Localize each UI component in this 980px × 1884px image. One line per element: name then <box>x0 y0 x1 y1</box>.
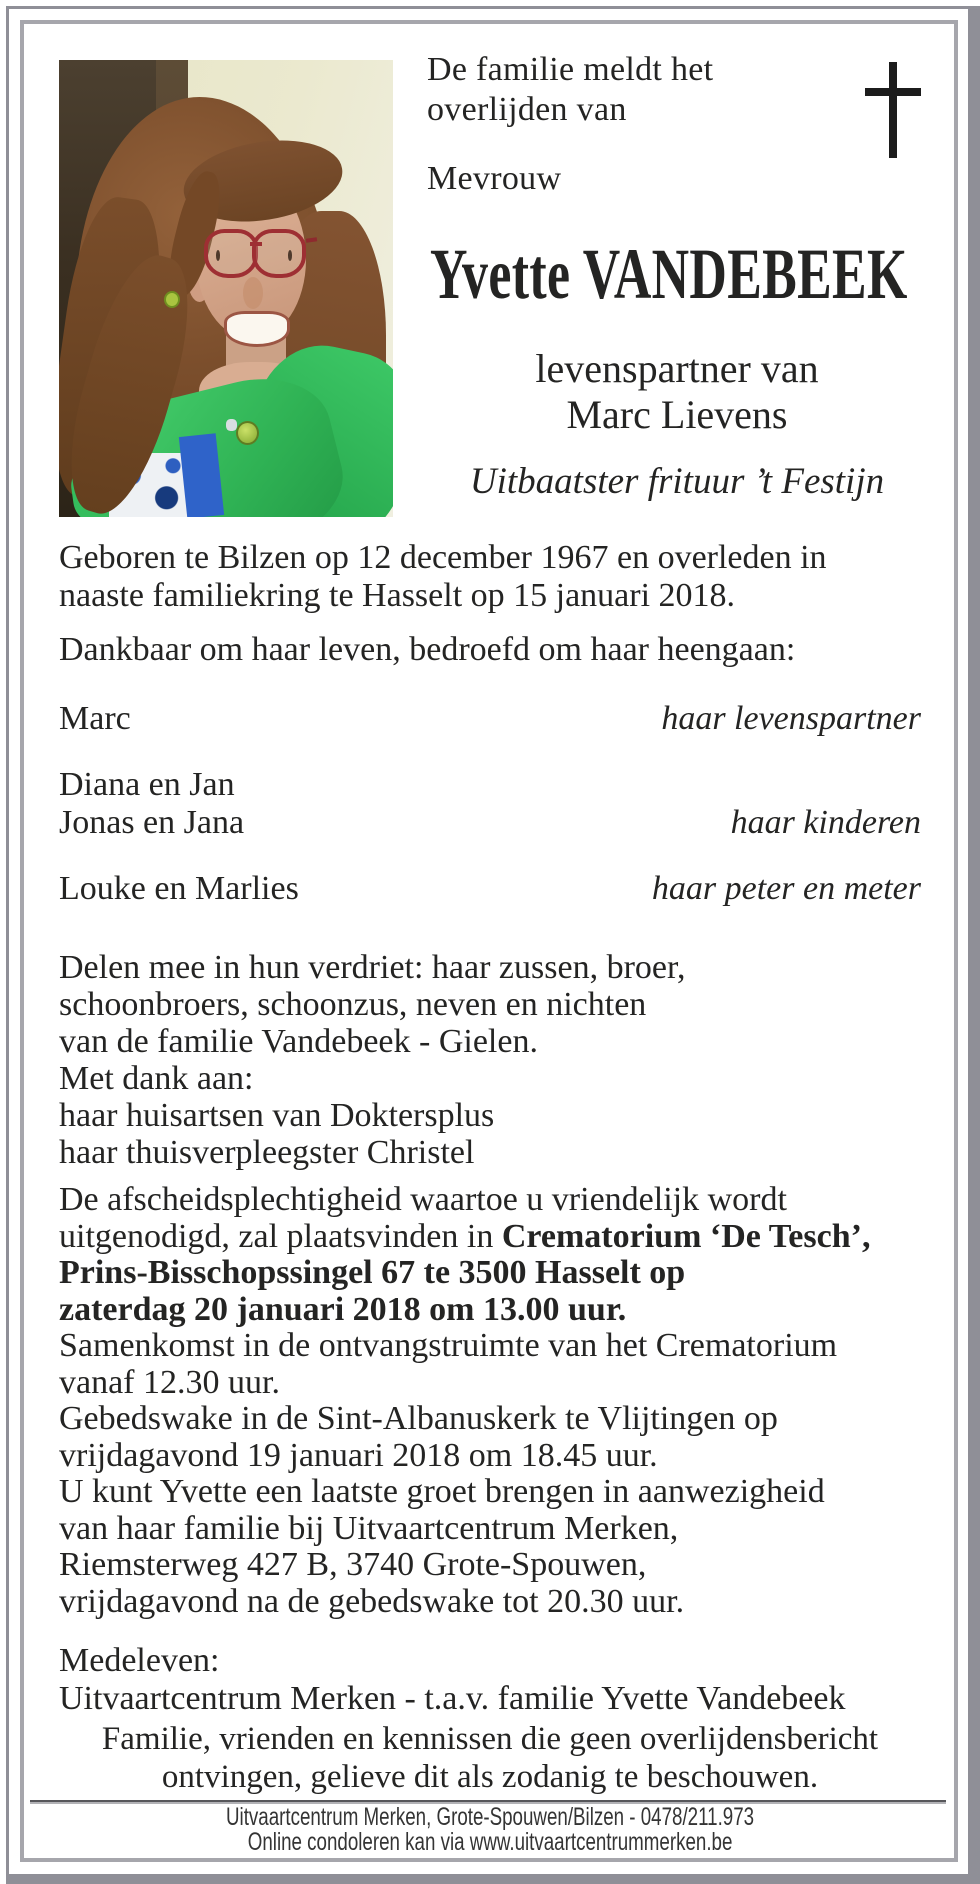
text-line: ontvingen, gelieve dit als zodanig te beschouwen. <box>161 1759 819 1795</box>
relative-names: Marc <box>59 700 131 737</box>
birth-death-paragraph <box>59 539 921 615</box>
text-line: van haar familie bij Uitvaartcentrum Merken, <box>59 1509 679 1547</box>
nose <box>243 277 263 309</box>
necklace-clasp <box>226 419 237 431</box>
text-line: haar huisartsen van Doktersplus <box>59 1097 495 1134</box>
text-line: schoonbroers, schoonzus, neven en nichten <box>59 986 647 1023</box>
text-line: Met dank aan: <box>59 1060 254 1097</box>
intro-text <box>427 50 713 130</box>
relative-relation: haar kinderen <box>730 804 921 841</box>
relative-relation: haar peter en meter <box>651 870 921 907</box>
left-eye <box>216 250 220 261</box>
deceased-name-text: Yvette VANDEBEEK <box>430 234 908 314</box>
occupation-line: Uitbaatster frituur ’t Festijn <box>469 461 885 502</box>
footer-contact-text: Uitvaartcentrum Merken, Grote-Spouwen/Bilzen - 0478/211.973 <box>225 1803 755 1831</box>
text-line: vrijdagavond na de gebedswake tot 20.30 uur. <box>59 1582 685 1620</box>
ceremony-paragraph <box>59 1182 921 1620</box>
text-line: van de familie Vandebeek - Gielen. <box>59 1023 538 1060</box>
deceased-name <box>430 236 980 312</box>
text-line: Prins-Bisschopssingel 67 te 3500 Hasselt op <box>59 1254 686 1291</box>
gratitude-line: Dankbaar om haar leven, bedroefd om haar heengaan: <box>59 631 796 668</box>
condolence-address <box>59 1642 921 1718</box>
mourning-paragraph <box>59 949 921 1171</box>
text-line: Riemsterweg 427 B, 3740 Grote-Spouwen, <box>59 1546 647 1583</box>
relative-relation: haar levenspartner <box>661 700 921 737</box>
text-line: Medeleven: <box>59 1642 220 1679</box>
relative-row-godchildren <box>59 870 921 908</box>
earring <box>164 291 180 308</box>
text-line: De afscheidsplechtigheid waartoe u vriendelijk wordt <box>59 1181 787 1218</box>
glasses-left-lens <box>204 229 258 278</box>
text-line: vanaf 12.30 uur. <box>59 1363 280 1401</box>
cross-icon <box>864 60 922 160</box>
text-line: zaterdag 20 januari 2018 om 13.00 uur. <box>59 1290 627 1328</box>
red-glasses <box>204 229 308 270</box>
relative-name-line: Jonas en Jana <box>59 804 245 841</box>
relative-name-line: Diana en Jan <box>59 766 235 803</box>
text-line: Familie, vrienden en kennissen die geen overlijdensbericht <box>101 1721 879 1757</box>
glasses-right-lens <box>252 229 306 278</box>
text-line: Delen mee in hun verdriet: haar zussen, broer, <box>59 949 686 986</box>
glasses-bridge <box>250 242 262 246</box>
text-line: overlijden van <box>427 91 627 128</box>
footer-website <box>24 1830 956 1854</box>
salutation: Mevrouw <box>427 160 562 197</box>
text-line: Marc Lievens <box>566 392 788 437</box>
footer-contact <box>24 1805 956 1829</box>
text-line: Geboren te Bilzen op 12 december 1967 en overleden in <box>59 539 827 576</box>
relative-row-partner <box>59 700 921 738</box>
right-eye <box>288 250 292 261</box>
footer-website-text: Online condoleren kan via www.uitvaartcentrummerken.be <box>247 1828 733 1856</box>
footer-divider <box>30 1800 946 1802</box>
text-line: levenspartner van <box>535 346 819 391</box>
relative-row-children <box>59 766 921 842</box>
text-line: vrijdagavond 19 januari 2018 om 18.45 uur. <box>59 1436 658 1474</box>
necklace-pendant <box>236 421 259 445</box>
blue-strap <box>178 433 223 517</box>
text-line: U kunt Yvette een laatste groet brengen in aanwezigheid <box>59 1473 825 1510</box>
text-line: haar thuisverpleegster Christel <box>59 1134 475 1171</box>
portrait-photo <box>59 60 393 517</box>
closing-paragraph <box>59 1720 921 1796</box>
relative-names <box>59 766 244 842</box>
partner-of-text <box>427 346 927 438</box>
text-line: Uitvaartcentrum Merken - t.a.v. familie Yvette Vandebeek <box>59 1680 846 1717</box>
text-line: naaste familiekring te Hasselt op 15 januari 2018. <box>59 577 736 614</box>
text-line: uitgenodigd, zal plaatsvinden in Crematorium ‘De Tesch’, <box>59 1217 871 1255</box>
text-line: Samenkomst in de ontvangstruimte van het Crematorium <box>59 1327 838 1364</box>
relative-names: Louke en Marlies <box>59 870 299 907</box>
text-line: Gebedswake in de Sint-Albanuskerk te Vlijtingen op <box>59 1400 778 1437</box>
text-line: De familie meldt het <box>427 51 714 88</box>
